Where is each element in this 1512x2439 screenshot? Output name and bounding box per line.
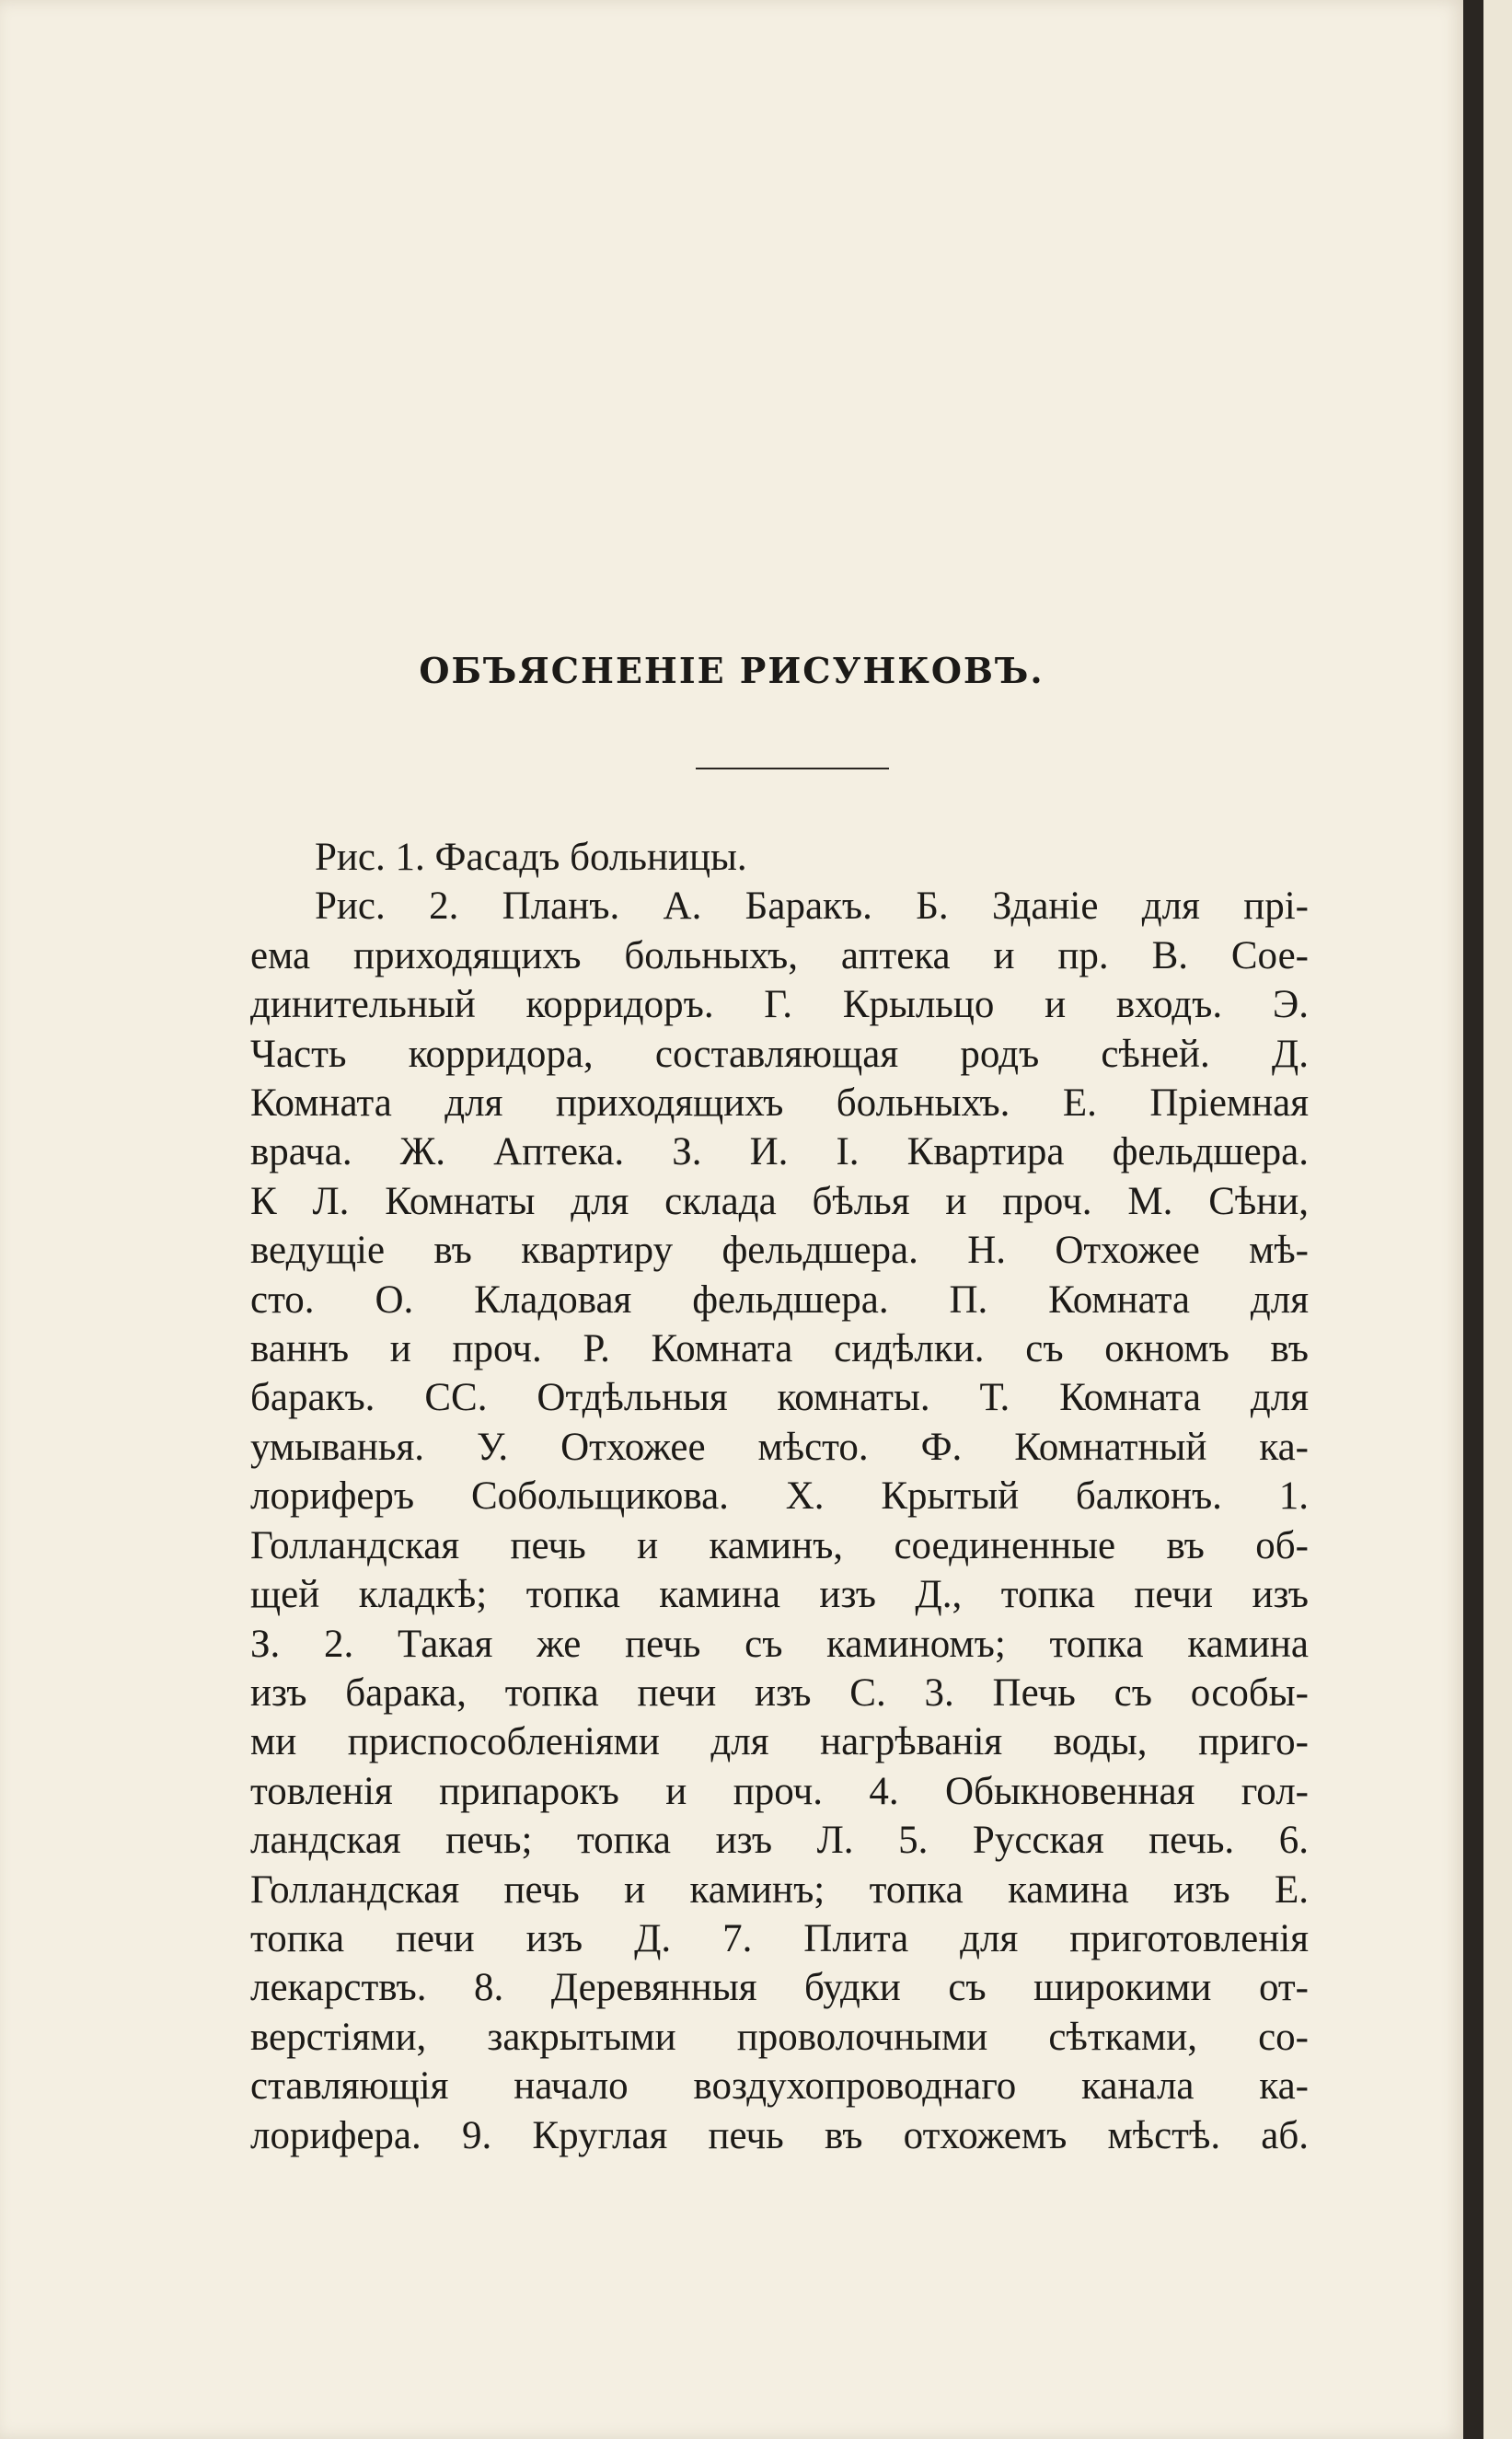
text-line-18: изъ барака, топка печи изъ С. 3. Печь съ особы- — [250, 1670, 1309, 1715]
text-line-7: врача. Ж. Аптека. З. И. І. Квартира фельдшера. — [250, 1130, 1309, 1174]
text-line-23: топка печи изъ Д. 7. Плита для приготовленія — [250, 1916, 1309, 1960]
text-line-25: верстіями, закрытыми проволочными сѣтками, со- — [250, 2015, 1309, 2059]
title-divider — [696, 768, 889, 769]
text-line-3: ема приходящихъ больныхъ, аптека и пр. В. Сое- — [250, 933, 1309, 977]
text-line-24: лекарствъ. 8. Деревянныя будки съ широкими от- — [250, 1966, 1309, 2010]
text-line-6: Комната для приходящихъ больныхъ. Е. Пріемная — [250, 1081, 1309, 1126]
figure-explanation-text — [250, 833, 1309, 2160]
text-line-2: Рис. 2. Планъ. А. Баракъ. Б. Зданіе для прі- — [315, 884, 1309, 929]
text-line-19: ми приспособленіями для нагрѣванія воды, приго- — [250, 1720, 1309, 1764]
text-line-26: ставляющія начало воздухопроводнаго канала ка- — [250, 2064, 1309, 2109]
page-edge-shadow — [1463, 0, 1483, 2439]
scan-backdrop — [1483, 0, 1512, 2439]
text-line-8: К Л. Комнаты для склада бѣлья и проч. М. Сѣни, — [250, 1179, 1309, 1223]
text-line-15: Голландская печь и каминъ, соединенные въ об- — [250, 1523, 1309, 1567]
text-line-21: ландская печь; топка изъ Л. 5. Русская печь. 6. — [250, 1819, 1309, 1863]
text-line-9: ведущіе въ квартиру фельдшера. Н. Отхожее мѣ- — [250, 1229, 1309, 1273]
text-line-27: лорифера. 9. Круглая печь въ отхожемъ мѣстѣ. аб. — [250, 2113, 1309, 2157]
text-line-10: сто. О. Кладовая фельдшера. П. Комната для — [250, 1277, 1309, 1322]
text-line-1: Рис. 1. Фасадъ больницы. — [315, 836, 747, 879]
text-line-17: З. 2. Такая же печь съ каминомъ; топка камина — [250, 1622, 1309, 1666]
text-line-14: лориферъ Собольщикова. Х. Крытый балконъ. 1. — [250, 1474, 1309, 1519]
text-line-11: ваннъ и проч. Р. Комната сидѣлки. съ окномъ въ — [250, 1327, 1309, 1371]
text-line-12: баракъ. СС. Отдѣльныя комнаты. Т. Комната для — [250, 1376, 1309, 1420]
text-line-20: товленія припарокъ и проч. 4. Обыкновенная гол- — [250, 1769, 1309, 1813]
text-line-4: динительный корридоръ. Г. Крыльцо и входъ. Э. — [250, 983, 1309, 1027]
text-line-16: щей кладкѣ; топка камина изъ Д., топка печи изъ — [250, 1573, 1309, 1617]
text-line-13: умыванья. У. Отхожее мѣсто. Ф. Комнатный ка- — [250, 1425, 1309, 1469]
text-line-5: Часть корридора, составляющая родъ сѣней. Д. — [250, 1032, 1309, 1076]
page-title: ОБЪЯСНЕНІЕ РИСУНКОВЪ. — [419, 650, 1045, 691]
text-line-22: Голландская печь и каминъ; топка камина изъ Е. — [250, 1867, 1309, 1912]
